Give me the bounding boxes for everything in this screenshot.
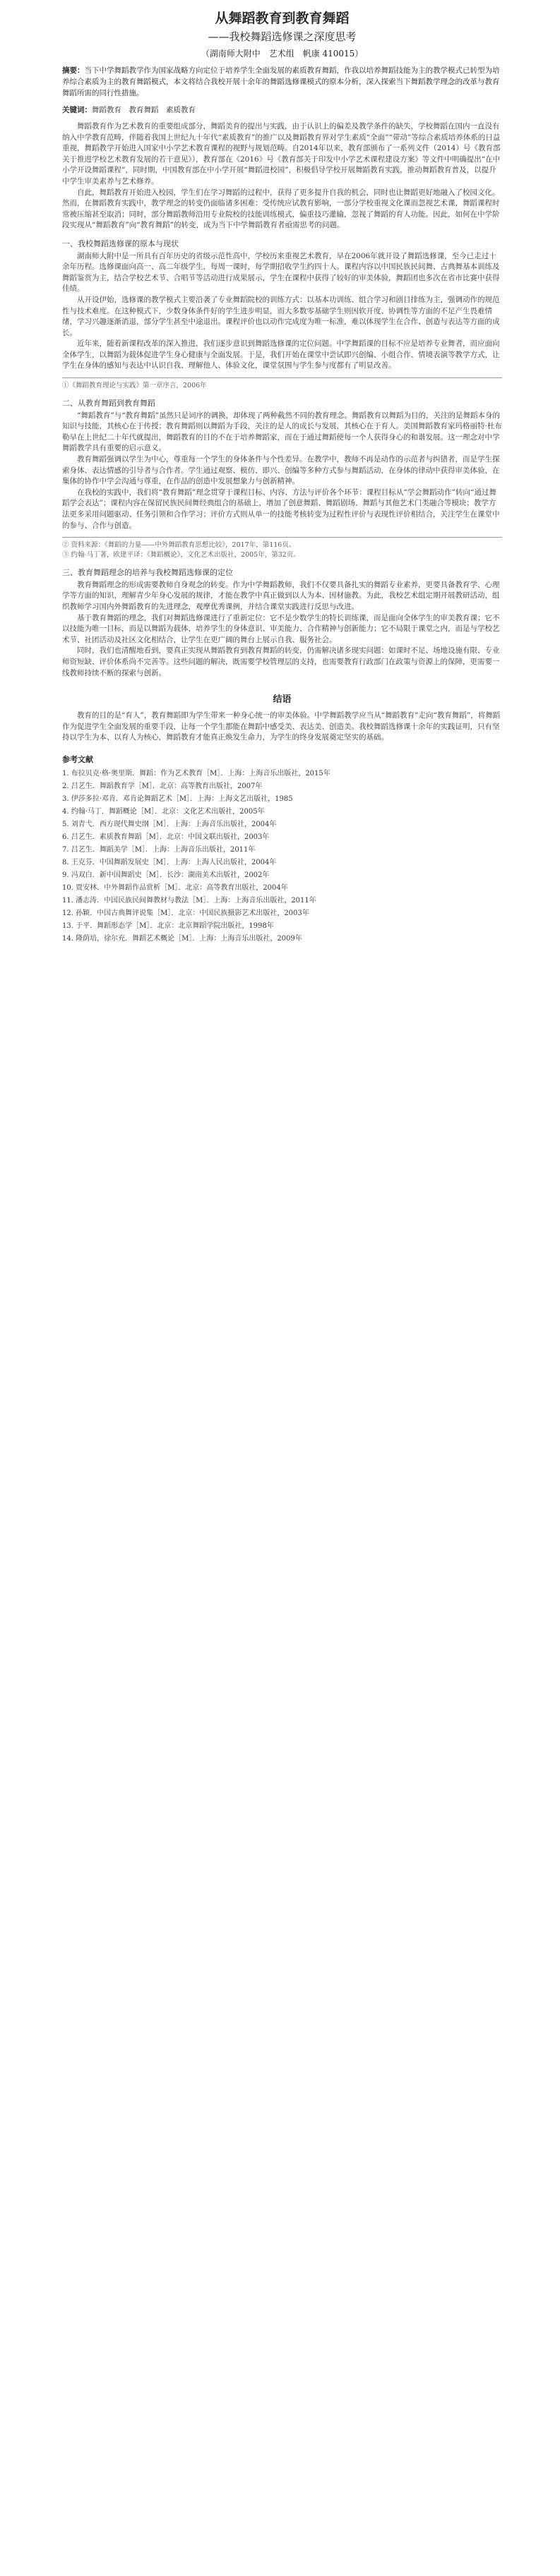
- intro-paragraph: 舞蹈教育作为艺术教育的重要组成部分，舞蹈美育的提出与实践，由于认识上的偏差及教学条件的缺失，学校舞蹈在国内一直没有纳入中学教育范畴，伴随着我国上世纪九十年代“素质教育”的推广以及舞蹈教育界对学生素质“全面”“带动”等综合素质培养体系的日益重视，舞蹈教学开始进入国家中小学艺术教育课程的视野与规划范畴。自2014年以来，教育部颁布了一系列文件（2014）号《教育部关于推进学校艺术教育发展的若干意见》），教育部在《2016》号《教育部关于印发中小学艺术课程建设方案》等文件中明确提出“在中小学开设舞蹈课程”，同时期，中国教育部在中小学开展“舞蹈进校园”，积极倡导学校开展舞蹈教育实践，推动舞蹈教育普及，以提升中学生审美素养与艺术修养。: [62, 122, 501, 186]
- keywords-text: 舞蹈教育 教育舞蹈 素质教育: [92, 106, 196, 114]
- reference-item: 6. 吕艺生．素质教育舞蹈［M］．北京：中国文联出版社，2003年: [62, 833, 270, 841]
- reference-item: 13. 于平．舞蹈形态学［M］．北京：北京舞蹈学院出版社，1998年: [62, 921, 274, 930]
- section-paragraph: 同时，我们也清醒地看到，要真正实现从舞蹈教育到教育舞蹈的转变，仍需解决诸多现实问题：如课时不足、场地设施有限、专业师资短缺、评价体系尚不完善等。这些问题的解决，既需要学校管理层的支持，也需要教育行政部门在政策与资源上的保障，更需要一线教师持续不断的探索与创新。: [62, 646, 500, 677]
- intro-paragraph: 自此，舞蹈教育开始进入校园，学生们在学习舞蹈的过程中，获得了更多提升自我的机会，同时也让舞蹈更好地融入了校园文化。然而，在舞蹈教育实践中，教学理念的转变仍面临诸多困难：受传统应试教育影响，一部分学校重视文化课而忽视艺术课，舞蹈课程时常被压缩甚至取消；同时，部分舞蹈教师沿用专业院校的技能训练模式，偏重技巧灌输，忽视了舞蹈的育人功能。因此，如何在中学阶段实现从“舞蹈教育”向“教育舞蹈”的转变，成为当下中学舞蹈教育者亟需思考的问题。: [62, 188, 500, 230]
- section-paragraph: 湖南师大附中是一所具有百年历史的省级示范性高中，学校历来重视艺术教育，早在2006年就开设了舞蹈选修课，至今已走过十余年历程。选修课面向高一、高二年级学生，每周一课时，每学期招收学生约四十人。课程内容以中国民族民间舞、古典舞基本训练及舞蹈鉴赏为主，结合学校艺术节、合唱节等活动进行成果展示，学生在课程中获得了较好的审美体验，舞蹈团也多次在省市比赛中获得佳绩。: [62, 251, 500, 294]
- keywords: [62, 104, 502, 116]
- reference-item: 4. 约翰·马丁．舞蹈概论［M］．北京：文化艺术出版社，2005年: [62, 807, 265, 816]
- reference-item: 7. 吕艺生．舞蹈美学［M］．上海：上海音乐出版社，2011年: [62, 845, 256, 854]
- section-2: [62, 398, 502, 560]
- intro: [62, 121, 502, 231]
- section-paragraph: 从开设伊始，选修课的教学模式主要沿袭了专业舞蹈院校的训练方式：以基本功训练、组合学习和剧目排练为主，强调动作的规范性与技术难度。在这种模式下，少数身体条件好的学生进步明显，而大多数零基础学生则因软开度、协调性等方面的不足产生畏难情绪，学习兴趣逐渐消退，部分学生甚至中途退出。课程评价也以动作完成度为唯一标准，难以体现学生在合作、创造与表达等方面的成长。: [62, 295, 500, 337]
- reference-item: 3. 伊莎多拉·邓肯．邓肯论舞蹈艺术［M］．上海：上海文艺出版社，1985: [62, 794, 293, 803]
- section-heading: 二、从教育舞蹈到教育舞蹈: [62, 399, 155, 409]
- keywords-label: 关键词：: [62, 106, 92, 114]
- abstract: [62, 65, 502, 99]
- footnote: ② 资料来源：《舞蹈的力量——中外舞蹈教育思想比较》，2017年，第116页。 ③ 约翰·马丁著，欧建平译：《舞蹈概论》，文化艺术出版社，2005年，第32页。: [62, 537, 502, 560]
- reference-list: [62, 768, 502, 945]
- section-heading: 一、我校舞蹈选修课的原本与现状: [62, 238, 179, 248]
- footnote: ①《舞蹈教育理论与实践》第一章序言，2006年: [62, 377, 502, 391]
- section-3: [62, 567, 502, 679]
- section-paragraph: 基于教育舞蹈的理念，我们对舞蹈选修课进行了重新定位：它不是少数学生的特长训练课，而是面向全体学生的审美教育课；它不以技能为唯一目标，而是以舞蹈为载体，培养学生的身体意识、审美能力、合作精神与创新能力；它不局限于课堂之内，而是与学校艺术节、社团活动及社区文化相结合，让学生在更广阔的舞台上展示自我、服务社会。: [62, 613, 500, 644]
- conclusion-heading: 结语: [273, 694, 292, 706]
- paper-page: [0, 10, 560, 2576]
- section-paragraph: 教育舞蹈理念的形成需要教师自身观念的转变。作为中学舞蹈教师，我们不仅要具备扎实的舞蹈专业素养，更要具备教育学、心理学等方面的知识，理解青少年身心发展的规律，才能在教学中真正做到以人为本、因材施教。为此，我校艺术组定期开展教研活动，组织教师学习国内外舞蹈教育的先进理念，观摩优秀课例，并结合课堂实践进行反思与改进。: [62, 580, 500, 611]
- section-heading: 三、教育舞蹈理念的培养与我校舞蹈选修课的定位: [62, 568, 233, 578]
- reference-item: 5. 刘青弋．西方现代舞史纲［M］．上海：上海音乐出版社，2004年: [62, 820, 277, 828]
- reference-item: 12. 孙颖．中国古典舞评说集［M］．北京：中国民族摄影艺术出版社，2003年: [62, 909, 309, 917]
- paper-subtitle: ——我校舞蹈选修课之深度思考: [208, 30, 357, 43]
- paper-title: 从舞蹈教育到教育舞蹈: [215, 11, 350, 26]
- section-1: [62, 238, 502, 391]
- section-paragraph: 在我校的实践中，我们将“教育舞蹈”理念贯穿于课程目标、内容、方法与评价各个环节：课程目标从“学会舞蹈动作”转向“通过舞蹈学会表达”；课程内容在保留民族民间舞经典组合的基础上，增加了创意舞蹈、舞蹈剧场、舞蹈与其他艺术门类融合等模块；教学方法更多采用问题驱动、任务引领和合作学习；评价方式则从单一的技能考核转变为过程性评价与表现性评价相结合，关注学生在课堂中的参与、合作与创造。: [62, 488, 500, 530]
- section-paragraph: 教育舞蹈强调以学生为中心，尊重每一个学生的身体条件与个性差异。在教学中，教师不再是动作的示范者与纠错者，而是学生探索身体、表达情感的引导者与合作者。学生通过观察、模仿、即兴、创编等多种方式参与舞蹈活动，在身体的律动中获得审美体验，在集体的协作中学会沟通与尊重，在作品的创造中发展想象力与创新精神。: [62, 455, 500, 486]
- conclusion: [62, 710, 502, 744]
- reference-item: 1. 布拉贝克·格·奥里斯．舞蹈：作为艺术教育［M］．上海：上海音乐出版社，2015年: [62, 769, 330, 778]
- abstract-text: 当下中学舞蹈教学作为国家战略方向定位于培养学生全面发展的素质教育舞蹈，作我以培养舞蹈技能为主的教学模式已转型为培养综合素质为主的教育舞蹈模式，本文将结合我校开展十余年的舞蹈选修课模式的原本分析，深入探索当下舞蹈教学理念的改革与教育舞蹈所需的同行性措施。: [62, 66, 500, 97]
- reference-item: 2. 吕艺生．舞蹈教育学［M］．北京：高等教育出版社，2007年: [62, 782, 263, 790]
- reference-item: 8. 王克芬．中国舞蹈发展史［M］．上海：上海人民出版社，2004年: [62, 858, 277, 866]
- reference-item: 11. 潘志涛．中国民族民间舞教材与教法［M］．上海：上海音乐出版社，2011年: [62, 896, 316, 905]
- conclusion-paragraph: 教育的目的是“育人”，教育舞蹈即为学生带来一种身心统一的审美体验。中学舞蹈教学应当从“舞蹈教育”走向“教育舞蹈”，将舞蹈作为促进学生全面发展的重要手段，让每一个学生都能在舞蹈中感受美、表达美、创造美。我校舞蹈选修课十余年的实践证明，只有坚持以学生为本、以育人为核心，舞蹈教育才能真正焕发生命力，为学生的终身发展奠定坚实的基础。: [62, 711, 501, 742]
- abstract-label: 摘要：: [62, 66, 85, 75]
- section-paragraph: 近年来，随着新课程改革的深入推进，我们逐步意识到舞蹈选修课的定位问题。中学舞蹈课的目标不应是培养专业舞者，而应面向全体学生，以舞蹈为载体促进学生身心健康与全面发展。于是，我们开始在课堂中尝试即兴创编、小组合作、情境表演等教学方式，让学生在身体的感知与表达中认识自我、理解他人、体验文化，课堂氛围与学生参与度都有了明显改善。: [62, 339, 500, 370]
- references-heading: 参考文献: [62, 754, 93, 764]
- reference-item: 10. 贾安林．中外舞蹈作品赏析［M］．北京：高等教育出版社，2004年: [62, 883, 288, 892]
- author-line: （湖南师大附中 艺术组 帆康 410015）: [201, 49, 364, 59]
- reference-item: 14. 隆荫培，徐尔充．舞蹈艺术概论［M］．上海：上海音乐出版社，2009年: [62, 934, 302, 943]
- reference-item: 9. 冯双白．新中国舞蹈史［M］．长沙：湖南美术出版社，2002年: [62, 871, 270, 879]
- section-paragraph: “舞蹈教育”与“教育舞蹈”虽然只是词序的调换，却体现了两种截然不同的教育理念。舞蹈教育以舞蹈为目的，关注的是舞蹈本身的知识与技能，其核心在于传授；教育舞蹈则以舞蹈为手段，关注的是人的成长与发展，其核心在于育人。美国舞蹈教育家玛格丽特·杜布勒早在上世纪二十年代就提出，舞蹈教育的目的不在于培养舞蹈家，而在于通过舞蹈使每一个人获得身心的和谐发展。这一理念对中学舞蹈教学具有重要的启示意义。: [62, 411, 502, 453]
